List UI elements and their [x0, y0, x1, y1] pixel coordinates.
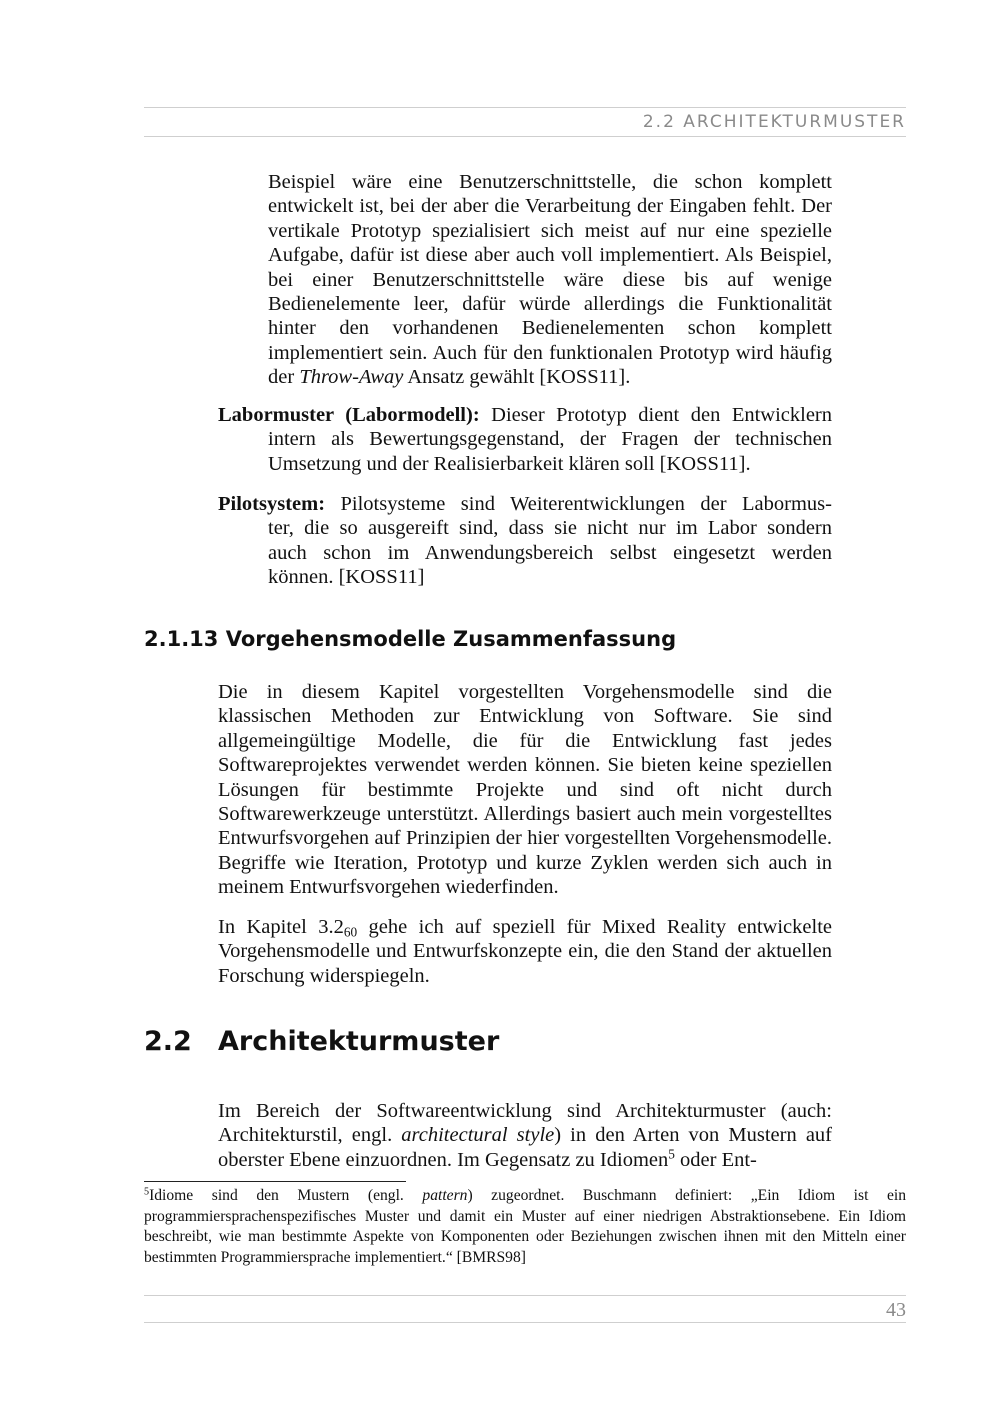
definition-line: können. [KOSS11]: [268, 566, 425, 589]
definition-term: Labormuster (Labormodell):: [218, 404, 480, 426]
section-heading: [144, 1025, 499, 1059]
definition-line: Umsetzung und der Realisierbarkeit klären soll [KOSS11].: [268, 452, 751, 475]
running-header: 2.2 ARCHITEKTURMUSTER: [642, 112, 906, 132]
footnote: $^5$Idiome sind den Mustern (engl. pattern) zugeordnet. Buschmann definiert: „Ein Idiom ist ein programmiersprachenspezifisches Muster und damit ein Muster auf einer niedrigen Abstraktionsebene. Ein Idiom beschreibt, wie man bestimmte Aspekte von Komponenten oder Beziehungen zwischen ihnen mit den Mitteln einer bestimmten Programmiersprache implementiert.“ [BMRS98]: [144, 1186, 907, 1266]
emphasis-throw-away: Throw-Away: [299, 366, 404, 389]
continued-paragraph: Beispiel wäre eine Benutzerschnittstelle, die schon komplett entwickelt ist, bei der aber die Verarbeitung der Eingaben fehlt. Der vertikale Prototyp spezialisiert sich meist auf nur eine spezielle Aufgabe, dafür ist diese aber auch voll implementiert. Als Beispiel, bei einer Benutzerschnittstelle wäre diese bis auf wenige Bedienelemente leer, dafür würde allerdings die Funktionalität hinter den vorhandenen Bedienelementen schon komplett implementiert sein. Auch für den funktionalen Prototyp wird häufig der Throw-Away Ansatz gewählt [KOSS11].: [268, 171, 832, 389]
section-number: 2.2: [144, 1026, 192, 1057]
page-reference: 60: [343, 924, 358, 940]
definition-line: intern als Bewertungsgegenstand, der Fragen der technischen: [268, 428, 832, 451]
footer-top-rule: [144, 1295, 906, 1296]
footnote-mark: 5: [668, 1146, 675, 1162]
header-bottom-rule: [144, 136, 906, 137]
chapter-reference-paragraph: In Kapitel $3.2_{60}$ gehe ich auf speziell für Mixed Reality entwickelte Vorgehensmodelle und Entwurfskonzepte ein, die den Stand der aktuellen Forschung widerspiegeln.: [218, 916, 832, 987]
definition-line: auch schon im Anwendungsbereich selbst eingesetzt werden: [268, 541, 832, 564]
footnote-number: 5: [144, 1186, 150, 1198]
summary-paragraph: Die in diesem Kapitel vorgestellten Vorgehensmodelle sind die klassischen Methoden zur Entwicklung von Software. Sie sind allgemeingültige Modelle, die für die Entwicklung fast jedes Softwareprojektes verwendet werden können. Sie bieten keine speziellen Lösungen für bestimmte Projekte und sind oft nicht durch Softwarewerkzeuge unterstützt. Allerdings basiert auch mein vorgestelltes Entwurfsvorgehen auf Prinzipien der hier vorgestellten Vorgehensmodelle. Begriffe wie Iteration, Prototyp und kurze Zyklen werden sich auch in meinem Entwurfsvorgehen wiederfinden.: [218, 681, 832, 899]
subsection-heading: 2.1.13 Vorgehensmodelle Zusammenfassung: [144, 627, 677, 651]
footnote-rule: [144, 1181, 406, 1182]
definition-line: Labormuster (Labormodell): Dieser Prototyp dient den Entwicklern: [218, 404, 833, 426]
header-top-rule: [144, 107, 906, 108]
definition-labormuster: [218, 403, 832, 476]
footer-bottom-rule: [144, 1322, 906, 1323]
page-number: 43: [886, 1299, 906, 1321]
section-paragraph: Im Bereich der Softwareentwicklung sind Architekturmuster (auch: Architekturstil, engl. architectural style) in den Arten von Mustern auf oberster Ebene einzuordnen. Im Gegensatz zu Idiomen$^5$ oder Ent-: [218, 1100, 833, 1171]
section-title: Architekturmuster: [218, 1026, 500, 1057]
definition-line: ter, die so ausgereift sind, dass sie nicht nur im Labor sondern: [268, 517, 832, 540]
emphasis-architectural-style: architectural style: [401, 1124, 555, 1147]
definition-term: Pilotsystem:: [218, 493, 326, 515]
definition-line: Pilotsystem: Pilotsysteme sind Weiterentwicklungen der Labormus-: [218, 493, 832, 515]
definition-pilotsystem: [218, 492, 832, 590]
emphasis-pattern: pattern: [422, 1187, 468, 1204]
